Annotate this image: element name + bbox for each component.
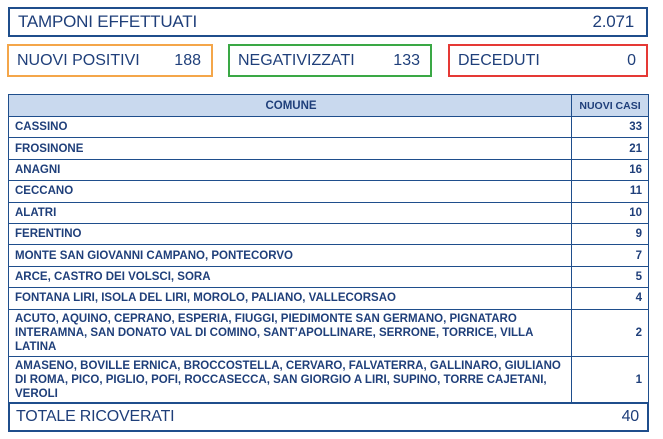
casi-cell: 33	[572, 117, 649, 138]
negativizzati-value: 133	[393, 51, 420, 69]
casi-cell: 5	[572, 266, 649, 287]
comune-cell: ARCE, CASTRO DEI VOLSCI, SORA	[9, 266, 572, 287]
table-row	[9, 181, 649, 202]
casi-cell: 9	[572, 223, 649, 244]
comune-cell: CASSINO	[9, 117, 572, 138]
table-row	[9, 202, 649, 223]
table-row	[9, 356, 649, 403]
comune-cell: FONTANA LIRI, ISOLA DEL LIRI, MOROLO, PALIANO, VALLECORSAO	[9, 288, 572, 309]
totale-ricoverati-value: 40	[621, 408, 639, 425]
comune-cell: ANAGNI	[9, 159, 572, 180]
tamponi-box	[8, 7, 648, 37]
table-row	[9, 309, 649, 356]
comune-cell: FERENTINO	[9, 223, 572, 244]
comune-cell: CECCANO	[9, 181, 572, 202]
comune-cell: FROSINONE	[9, 138, 572, 159]
nuovi-positivi-value: 188	[174, 51, 201, 69]
table-row	[9, 223, 649, 244]
table-row	[9, 245, 649, 266]
deceduti-label: DECEDUTI	[458, 51, 540, 69]
casi-cell: 16	[572, 159, 649, 180]
comuni-table	[8, 94, 649, 404]
deceduti-box	[448, 44, 648, 77]
casi-cell: 4	[572, 288, 649, 309]
totale-ricoverati-label: TOTALE RICOVERATI	[16, 408, 175, 425]
negativizzati-box	[228, 44, 432, 77]
casi-cell: 21	[572, 138, 649, 159]
table-row	[9, 288, 649, 309]
casi-cell: 7	[572, 245, 649, 266]
casi-cell: 10	[572, 202, 649, 223]
table-header-row	[9, 95, 649, 117]
comune-cell: MONTE SAN GIOVANNI CAMPANO, PONTECORVO	[9, 245, 572, 266]
nuovi-positivi-label: NUOVI POSITIVI	[17, 51, 140, 69]
table-row	[9, 117, 649, 138]
table-row	[9, 138, 649, 159]
deceduti-value: 0	[627, 51, 636, 69]
totale-ricoverati-box	[8, 402, 649, 432]
comune-cell: ALATRI	[9, 202, 572, 223]
nuovi-positivi-box	[7, 44, 213, 77]
casi-cell: 11	[572, 181, 649, 202]
comune-cell: ACUTO, AQUINO, CEPRANO, ESPERIA, FIUGGI, PIEDIMONTE SAN GERMANO, PIGNATARO INTERAMNA, SAN DONATO VAL DI COMINO, SANT’APOLLINARE, SERRONE, TORRICE, VILLA LATINA	[9, 309, 572, 356]
comune-cell: AMASENO, BOVILLE ERNICA, BROCCOSTELLA, CERVARO, FALVATERRA, GALLINARO, GIULIANO DI ROMA, PICO, PIGLIO, POFI, ROCCASECCA, SAN GIORGIO A LIRI, SUPINO, TORRE CAJETANI, VEROLI	[9, 356, 572, 403]
table-row	[9, 266, 649, 287]
tamponi-label: TAMPONI EFFETTUATI	[18, 12, 197, 31]
header-nuovi-casi: NUOVI CASI	[572, 95, 649, 117]
header-comune: COMUNE	[9, 95, 572, 117]
negativizzati-label: NEGATIVIZZATI	[238, 51, 355, 69]
casi-cell: 1	[572, 356, 649, 403]
tamponi-value: 2.071	[592, 12, 634, 31]
casi-cell: 2	[572, 309, 649, 356]
table-row	[9, 159, 649, 180]
